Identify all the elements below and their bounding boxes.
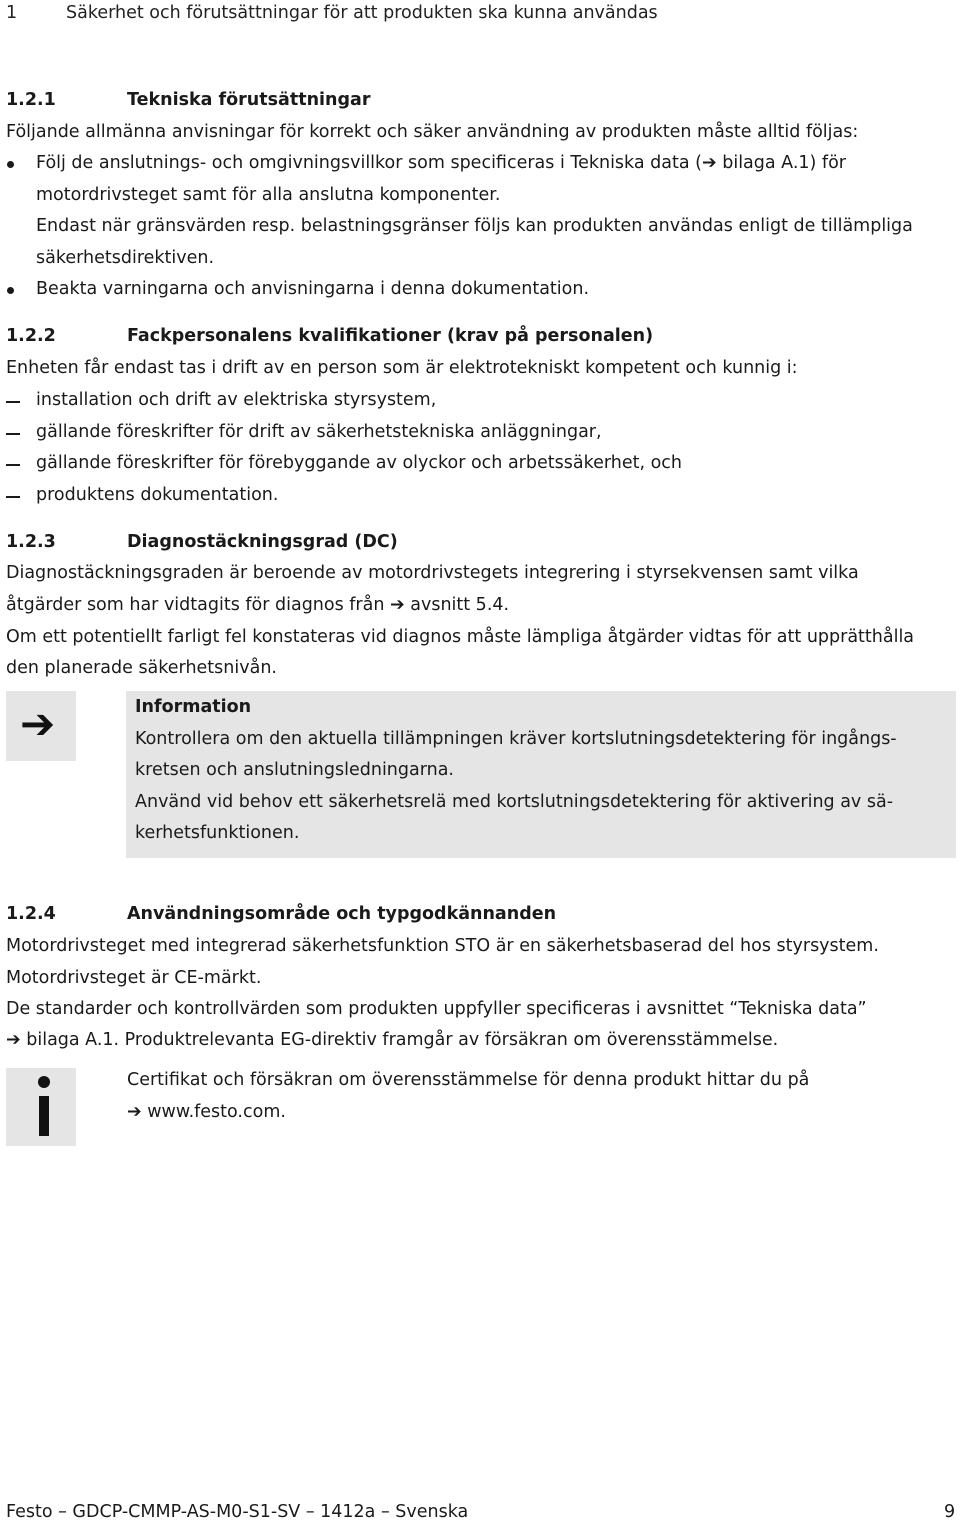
s121-intro: Följande allmänna anvisningar för korrekt och säker användning av produkten måste alltid följas: bbox=[6, 122, 859, 142]
s121-bullet1-text-pre: Följ de anslutnings- och omgivningsvillkor som specificeras i Tekniska data ( bbox=[36, 153, 702, 173]
s124-line4 bbox=[6, 1032, 778, 1050]
s121-bullet1-line2: motordrivsteget samt för alla anslutna komponenter. bbox=[36, 185, 501, 205]
section-number-123: 1.2.3 bbox=[6, 532, 56, 552]
s122-intro: Enheten får endast tas i drift av en person som är elektrotekniskt kompetent och kunnig i: bbox=[6, 358, 798, 378]
s123-section-link[interactable]: avsnitt 5.4. bbox=[404, 595, 510, 615]
info-line1: Kontrollera om den aktuella tillämpningen kräver kortslutningsdetektering för ingångs- bbox=[135, 729, 897, 749]
section-title-122: Fackpersonalens kvalifikationer (krav på personalen) bbox=[127, 326, 654, 346]
bullet-dot bbox=[7, 161, 14, 168]
chapter-number: 1 bbox=[6, 3, 18, 23]
section-number-122: 1.2.2 bbox=[6, 326, 56, 346]
arrow-icon: ➔ bbox=[701, 153, 717, 173]
s123-p2-line1: Om ett potentiellt farligt fel konstateras vid diagnos måste lämpliga åtgärder vidtas för att upprätthålla bbox=[6, 627, 915, 647]
info-line2: kretsen och anslutningsledningarna. bbox=[135, 760, 454, 780]
s121-bullet1-line3: Endast när gränsvärden resp. belastningsgränser följs kan produkten användas enligt de tillämpliga bbox=[36, 216, 913, 236]
s123-p1-text-pre: åtgärder som har vidtagits för diagnos från bbox=[6, 595, 391, 615]
arrow-icon: ➔ bbox=[6, 1030, 21, 1050]
arrow-icon: ➔ bbox=[127, 1102, 142, 1122]
dash-marker bbox=[6, 464, 20, 466]
section-title-124: Användningsområde och typgodkännanden bbox=[127, 904, 557, 924]
s124-line2: Motordrivsteget är CE-märkt. bbox=[6, 968, 262, 988]
info-line3: Använd vid behov ett säkerhetsrelä med kortslutningsdetektering för aktivering av sä- bbox=[135, 792, 894, 812]
section-number-124: 1.2.4 bbox=[6, 904, 56, 924]
s122-item: installation och drift av elektriska styrsystem, bbox=[36, 390, 437, 410]
section-title-121: Tekniska förutsättningar bbox=[127, 90, 371, 110]
info-i-icon bbox=[6, 1068, 76, 1146]
s121-bullet1-line1 bbox=[36, 155, 846, 173]
arrow-icon: ➔ bbox=[390, 595, 405, 615]
s122-item: gällande föreskrifter för drift av säkerhetstekniska anläggningar, bbox=[36, 422, 602, 442]
arrow-icon: ➔ bbox=[20, 699, 56, 748]
footer-doc-id: Festo – GDCP-CMMP-AS-M0-S1-SV – 1412a – Svenska bbox=[6, 1502, 469, 1522]
s123-p1-line1: Diagnostäckningsgraden är beroende av motordrivstegets integrering i styrsekvensen samt vilka bbox=[6, 563, 859, 583]
page-number: 9 bbox=[944, 1502, 956, 1522]
s124-appendix-link[interactable]: bilaga A.1. Produktrelevanta EG-direktiv framgår av försäkran om överensstämmelse. bbox=[20, 1030, 779, 1050]
section-title-123: Diagnostäckningsgrad (DC) bbox=[127, 532, 398, 552]
info-i-dot bbox=[38, 1076, 50, 1088]
s123-p1-line2 bbox=[6, 597, 509, 615]
s124-note-line2 bbox=[127, 1104, 286, 1122]
s121-bullet1-line4: säkerhetsdirektiven. bbox=[36, 248, 215, 268]
s122-item: produktens dokumentation. bbox=[36, 485, 279, 505]
section-number-121: 1.2.1 bbox=[6, 90, 56, 110]
s124-line1: Motordrivsteget med integrerad säkerhetsfunktion STO är en säkerhetsbaserad del hos styrsystem. bbox=[6, 936, 879, 956]
s124-note-line1: Certifikat och försäkran om överensstämmelse för denna produkt hittar du på bbox=[127, 1070, 810, 1090]
dash-marker bbox=[6, 433, 20, 435]
chapter-title: Säkerhet och förutsättningar för att produkten ska kunna användas bbox=[66, 3, 658, 23]
festo-website-link[interactable]: www.festo.com. bbox=[141, 1102, 286, 1122]
s124-line3: De standarder och kontrollvärden som produkten uppfyller specificeras i avsnittet “Tekniska data” bbox=[6, 999, 867, 1019]
s122-item: gällande föreskrifter för förebyggande av olyckor och arbetssäkerhet, och bbox=[36, 453, 682, 473]
info-line4: kerhetsfunktionen. bbox=[135, 823, 300, 843]
s121-bullet1-link[interactable]: bilaga A.1) för bbox=[716, 153, 846, 173]
s123-p2-line2: den planerade säkerhetsnivån. bbox=[6, 658, 277, 678]
s121-bullet2: Beakta varningarna och anvisningarna i denna dokumentation. bbox=[36, 279, 590, 299]
info-title: Information bbox=[135, 697, 252, 717]
dash-marker bbox=[6, 496, 20, 498]
bullet-dot bbox=[7, 287, 14, 294]
dash-marker bbox=[6, 401, 20, 403]
info-i-stem bbox=[39, 1096, 49, 1136]
info-arrow-icon-box bbox=[6, 691, 76, 761]
